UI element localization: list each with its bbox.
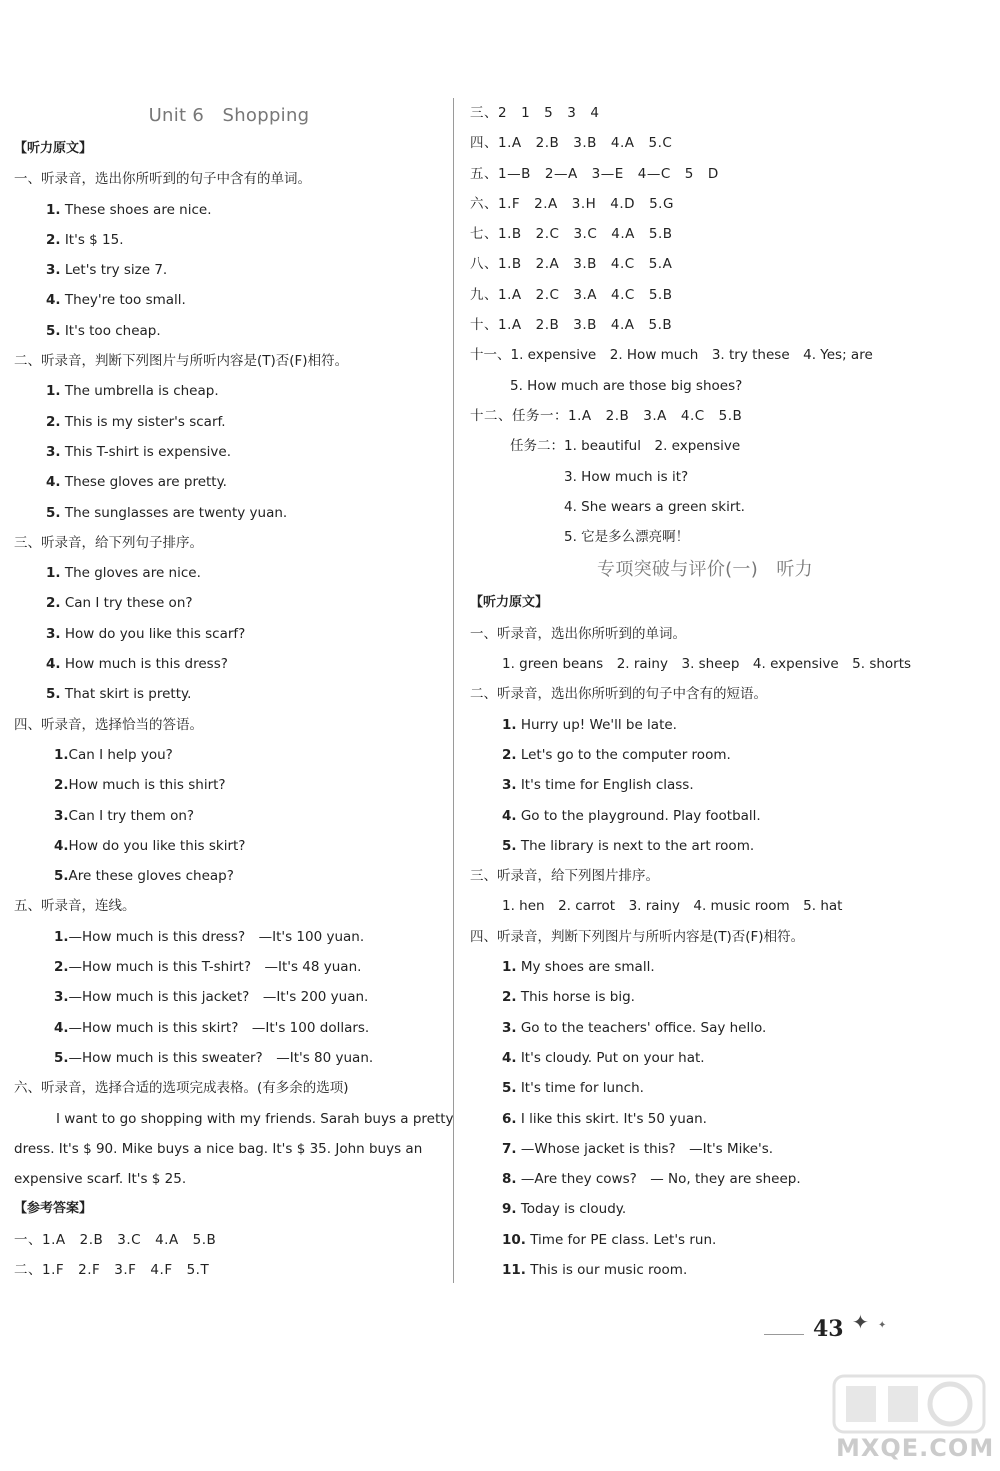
q4-item: 2. This horse is big. [502,989,635,1006]
answer-line: 3. How much is it? [564,468,689,485]
q4-item: 3.Can I try them on? [54,807,195,824]
answer-line: 九、1.A 2.C 3.A 4.C 5.B [470,286,673,303]
q2-item: 1. Hurry up! We'll be late. [502,716,677,733]
q4-item: 7. —Whose jacket is this? —It's Mike's. [502,1140,774,1157]
q5-item: 1.—How much is this dress? —It's 100 yuan. [54,928,365,945]
q2-item: 2. Let's go to the computer room. [502,746,731,763]
q6-heading: 六、听录音，选择合适的选项完成表格。(有多余的选项) [14,1080,349,1097]
q4-item: 11. This is our music room. [502,1261,688,1278]
listening-script-label: 【听力原文】 [470,595,549,611]
q5-item: 5.—How much is this sweater? —It's 80 yuan. [54,1049,374,1066]
q4-heading: 四、听录音，判断下列图片与所听内容是(T)否(F)相符。 [470,928,805,945]
unit-title: Unit 6 Shopping [148,105,310,126]
right-column [470,98,940,1285]
answer-line: 五、1—B 2—A 3—E 4—C 5 D [470,165,719,182]
section-title: 专项突破与评价(一) 听力 [597,559,813,581]
q6-paragraph-line: expensive scarf. It's $ 25. [14,1171,187,1188]
q3-item: 2. Can I try these on? [46,595,193,612]
q4-item: 3. Go to the teachers' office. Say hello. [502,1019,767,1036]
q1-item: 5. It's too cheap. [46,322,161,339]
q1-item: 3. Let's try size 7. [46,262,168,279]
answer-line: 5. 它是多么漂亮啊！ [564,529,690,546]
q6-paragraph-line: dress. It's $ 90. Mike buys a nice bag. It's $ 35. John buys an [14,1140,423,1157]
left-column [14,98,454,1285]
answer-line: 十二、任务一：1.A 2.B 3.A 4.C 5.B [470,407,743,424]
q5-heading: 五、听录音，连线。 [14,898,136,915]
q4-heading: 四、听录音，选择恰当的答语。 [14,716,203,733]
q4-item: 8. —Are they cows? — No, they are sheep. [502,1171,801,1188]
answer-line: 四、1.A 2.B 3.B 4.A 5.C [470,135,673,152]
answer-line: 三、2 1 5 3 4 [470,105,600,121]
answer-line: 六、1.F 2.A 3.H 4.D 5.G [470,195,674,212]
q4-item: 1.Can I help you? [54,746,173,763]
q2-heading: 二、听录音，选出你所听到的句子中含有的短语。 [470,686,767,703]
page-number: 43 [813,1316,844,1342]
q2-item: 4. Go to the playground. Play football. [502,807,761,824]
q3-item: 4. How much is this dress? [46,656,228,673]
q1-item: 4. They're too small. [46,292,186,309]
star-icon: ✦ [852,1310,869,1334]
q1-line: 1. green beans 2. rainy 3. sheep 4. expensive 5. shorts [502,656,912,673]
q2-item: 5. The sunglasses are twenty yuan. [46,504,288,521]
q3-line: 1. hen 2. carrot 3. rainy 4. music room 5. hat [502,898,843,915]
q6-paragraph-line: I want to go shopping with my friends. Sarah buys a pretty [56,1110,454,1127]
footer-rule [764,1334,804,1335]
q5-item: 4.—How much is this skirt? —It's 100 dollars. [54,1019,370,1036]
q2-item: 2. This is my sister's scarf. [46,413,226,430]
answer-line: 一、1.A 2.B 3.C 4.A 5.B [14,1231,217,1248]
q4-item: 9. Today is cloudy. [502,1201,627,1218]
q4-item: 5.Are these gloves cheap? [54,868,234,885]
q1-heading: 一、听录音，选出你所听到的单词。 [470,625,686,642]
q2-item: 1. The umbrella is cheap. [46,383,219,400]
q3-heading: 三、听录音，给下列图片排序。 [470,868,659,885]
q2-item: 5. The library is next to the art room. [502,837,755,854]
answer-line: 八、1.B 2.A 3.B 4.C 5.A [470,256,673,273]
q4-item: 6. I like this skirt. It's 50 yuan. [502,1110,707,1127]
answer-line: 5. How much are those big shoes? [510,377,743,394]
listening-script-label: 【听力原文】 [14,141,93,156]
q3-item: 3. How do you like this scarf? [46,625,246,642]
q5-item: 3.—How much is this jacket? —It's 200 yuan. [54,989,369,1006]
q2-item: 4. These gloves are pretty. [46,474,227,491]
q4-item: 10. Time for PE class. Let's run. [502,1231,717,1248]
answer-key-label: 【参考答案】 [14,1201,93,1217]
answer-line: 4. She wears a green skirt. [564,498,745,515]
q4-item: 1. My shoes are small. [502,959,655,976]
q3-item: 5. That skirt is pretty. [46,686,192,703]
q5-item: 2.—How much is this T-shirt? —It's 48 yuan. [54,959,362,976]
answer-line: 任务二：1. beautiful 2. expensive [510,438,741,455]
q4-item: 4. It's cloudy. Put on your hat. [502,1049,705,1066]
q2-item: 3. It's time for English class. [502,777,694,794]
q3-item: 1. The gloves are nice. [46,565,201,582]
watermark-text: MXQE.COM [836,1434,995,1462]
q3-heading: 三、听录音，给下列句子排序。 [14,534,203,551]
q2-heading: 二、听录音，判断下列图片与所听内容是(T)否(F)相符。 [14,353,349,370]
q4-item: 5. It's time for lunch. [502,1080,644,1097]
q4-item: 4.How do you like this skirt? [54,837,246,854]
q1-item: 1. These shoes are nice. [46,201,212,218]
answer-line: 七、1.B 2.C 3.C 4.A 5.B [470,226,673,243]
q4-item: 2.How much is this shirt? [54,777,226,794]
q2-item: 3. This T-shirt is expensive. [46,443,231,460]
answer-line: 十一、1. expensive 2. How much 3. try these 4. Yes; are [470,347,873,364]
q1-item: 2. It's $ 15. [46,231,124,248]
small-star-icon: ✦ [878,1320,887,1331]
q1-heading: 一、听录音，选出你所听到的句子中含有的单词。 [14,171,311,188]
answer-line: 二、1.F 2.F 3.F 4.F 5.T [14,1261,210,1278]
answer-line: 十、1.A 2.B 3.B 4.A 5.B [470,317,673,334]
